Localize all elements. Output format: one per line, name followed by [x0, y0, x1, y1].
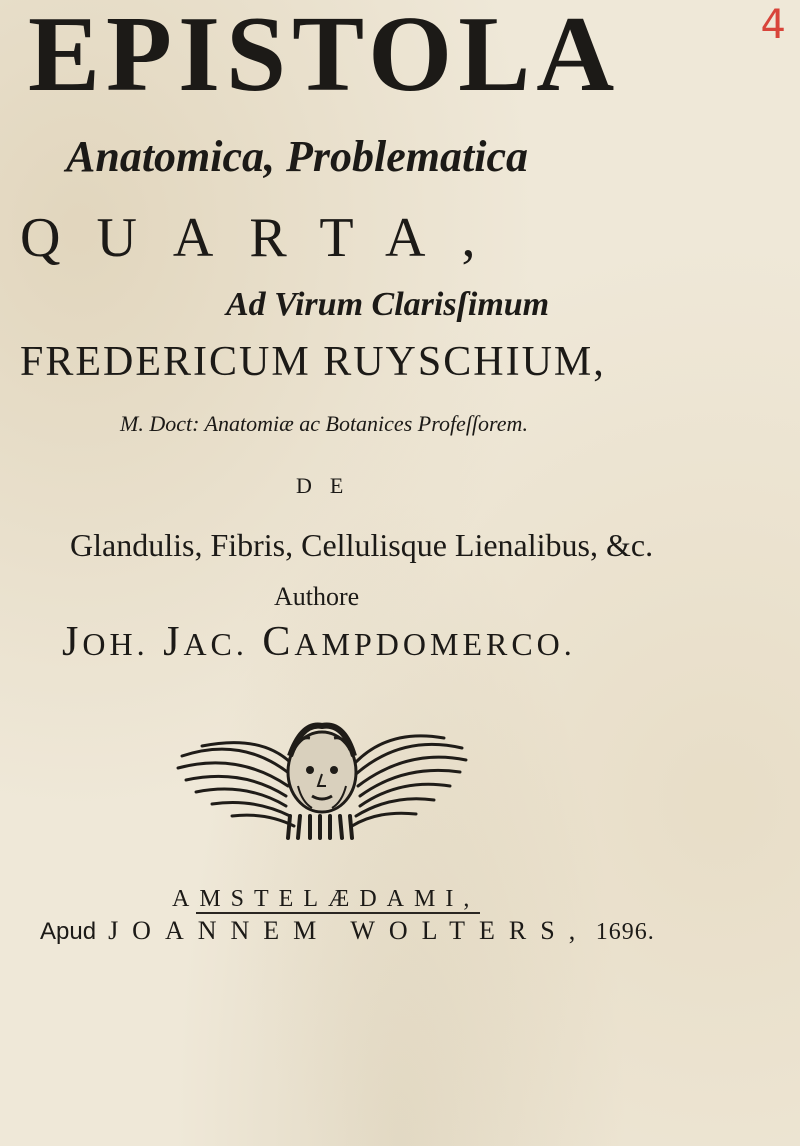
author-surname-rest: AMPDOMERCO.: [294, 626, 576, 662]
addressee-name: FREDERICUM RUYSCHIUM,: [20, 339, 606, 385]
author-second-initial: J: [163, 619, 184, 665]
publisher-name: JOANNEM WOLTERS,: [108, 916, 590, 945]
dedication-line: Ad Virum Clarisſimum: [226, 286, 550, 323]
author-first-rest: OH.: [82, 626, 149, 662]
ordinal-heading: QUARTA,: [20, 207, 512, 269]
authore-label: Authore: [274, 582, 360, 611]
imprint-line: [40, 915, 655, 948]
apud-label: Apud: [40, 918, 97, 945]
author-name: [62, 617, 576, 669]
addressee-title: M. Doct: Anatomiæ ac Botanices Profeſſorem.: [120, 411, 528, 436]
cherub-head-with-wings-icon: [172, 716, 472, 840]
work-subtitle: Anatomica, Problematica: [66, 132, 528, 181]
subject-line: Glandulis, Fibris, Cellulisque Lienalibus, &c.: [70, 527, 654, 563]
imprint-place: AMSTELÆDAMI,: [172, 886, 480, 912]
page-number: 4: [760, 2, 786, 48]
publication-year: 1696.: [595, 919, 655, 945]
de-heading: DE: [296, 473, 362, 498]
author-first-initial: J: [62, 619, 83, 665]
author-surname-initial: C: [262, 619, 295, 665]
imprint-rule: [196, 912, 480, 914]
work-title: EPISTOLA: [28, 0, 621, 114]
author-second-rest: AC.: [183, 626, 248, 662]
